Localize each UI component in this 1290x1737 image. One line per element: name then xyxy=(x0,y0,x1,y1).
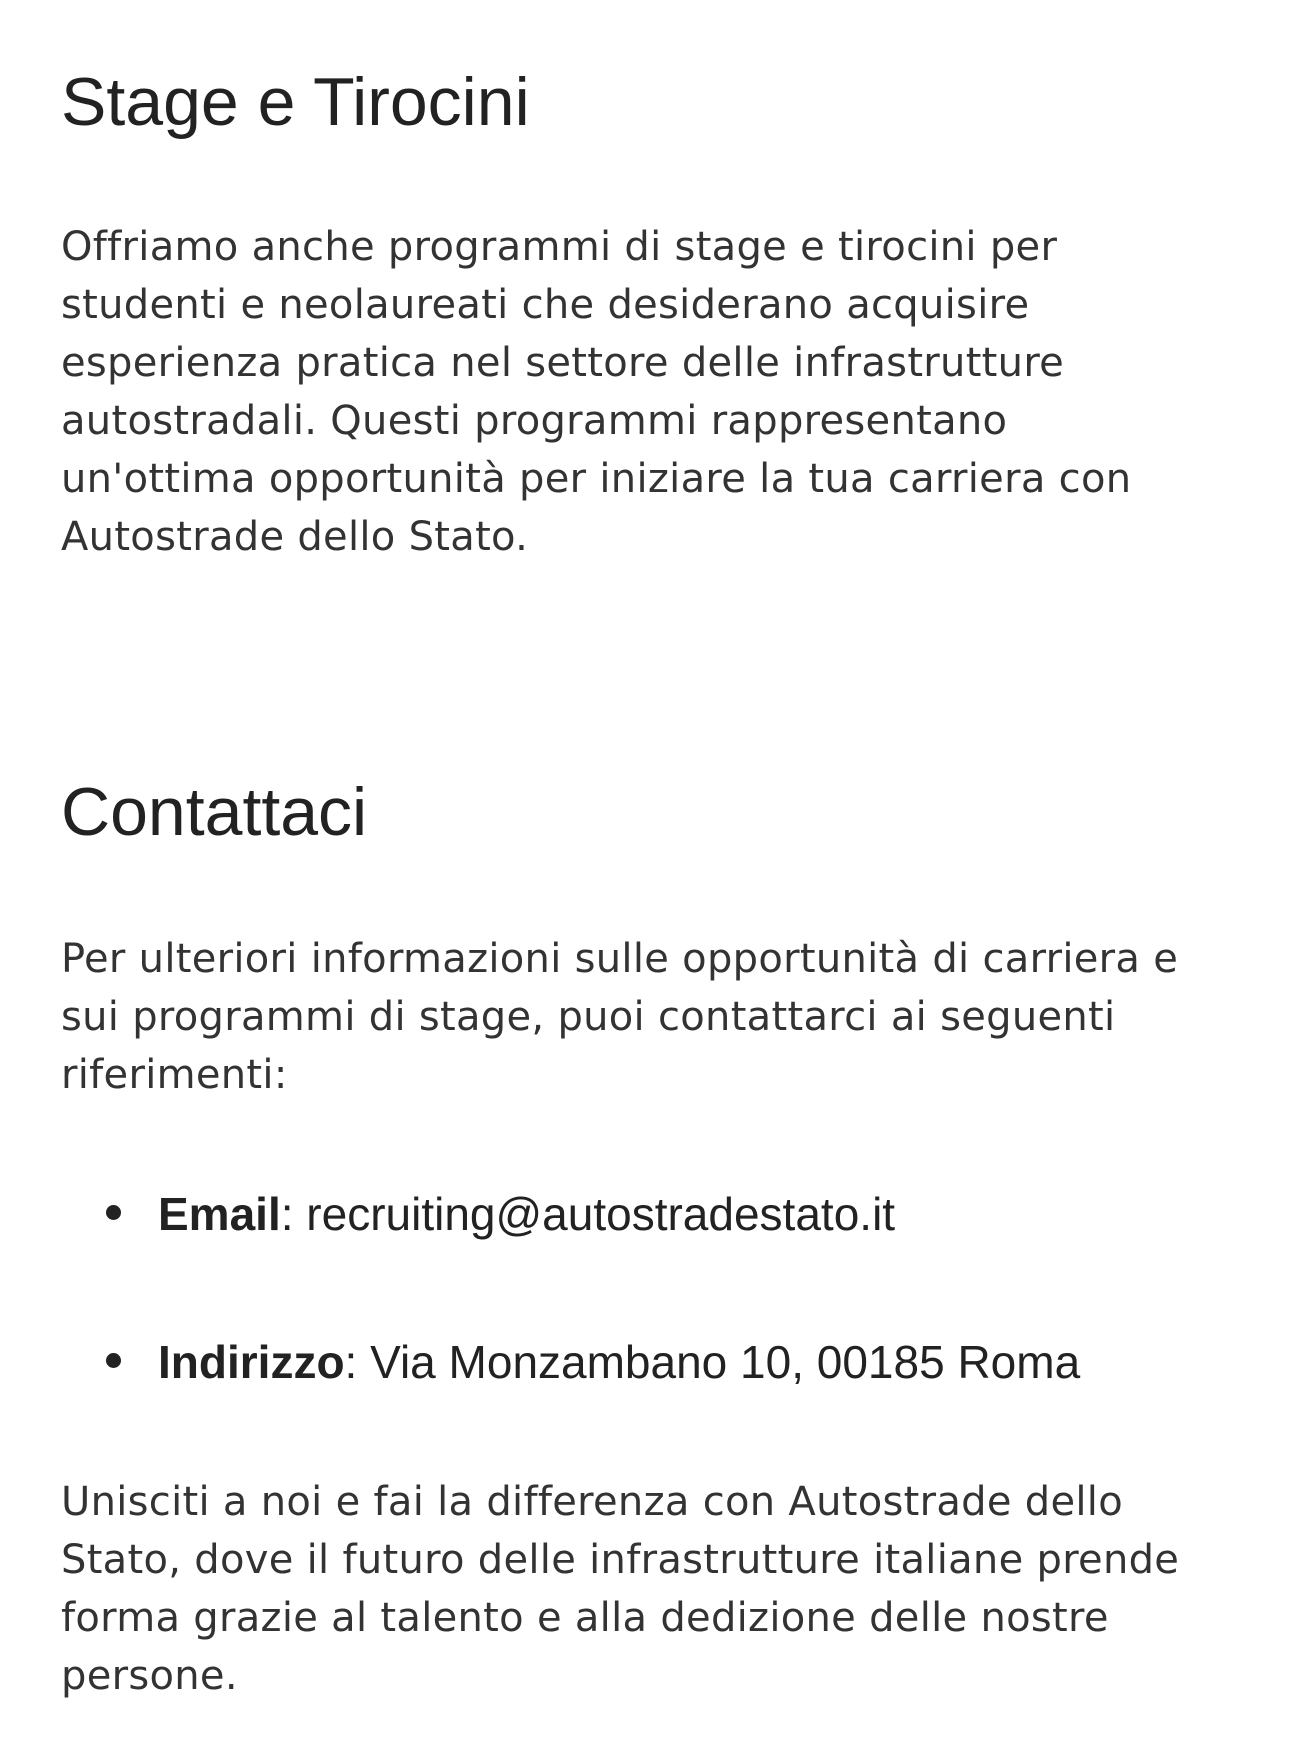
address-value: Via Monzambano 10, 00185 Roma xyxy=(370,1336,1081,1388)
contact-list xyxy=(61,1184,1241,1480)
bullet-icon xyxy=(106,1353,121,1368)
contact-intro-line: riferimenti: xyxy=(61,1052,288,1098)
stage-description xyxy=(61,218,1241,566)
contact-item-email xyxy=(61,1184,1241,1332)
bullet-icon xyxy=(106,1205,121,1220)
email-separator: : xyxy=(280,1188,307,1240)
contact-section-title: Contattaci xyxy=(61,774,368,850)
contact-intro-line: sui programmi di stage, puoi contattarci ai seguenti xyxy=(61,994,1116,1040)
stage-section-title: Stage e Tirocini xyxy=(61,64,530,140)
email-entry xyxy=(158,1184,895,1244)
closing-line: Unisciti a noi e fai la differenza con Autostrade dello xyxy=(61,1479,1123,1525)
email-link[interactable]: recruiting@autostradestato.it xyxy=(306,1188,896,1240)
stage-description-line: esperienza pratica nel settore delle infrastrutture xyxy=(61,340,1065,386)
contact-intro-line: Per ulteriori informazioni sulle opportunità di carriera e xyxy=(61,936,1179,982)
stage-description-line: autostradali. Questi programmi rappresentano xyxy=(61,398,1008,444)
email-label: Email xyxy=(158,1188,281,1240)
stage-description-line: un'ottima opportunità per iniziare la tua carriera con xyxy=(61,456,1132,502)
address-separator: : xyxy=(344,1336,371,1388)
closing-line: Stato, dove il futuro delle infrastrutture italiane prende xyxy=(61,1537,1180,1583)
closing-paragraph xyxy=(61,1473,1241,1705)
closing-line: persone. xyxy=(61,1653,238,1699)
stage-description-line: Offriamo anche programmi di stage e tirocini per xyxy=(61,224,1058,270)
stage-description-line: Autostrade dello Stato. xyxy=(61,514,529,560)
address-label: Indirizzo xyxy=(158,1336,345,1388)
closing-line: forma grazie al talento e alla dedizione delle nostre xyxy=(61,1595,1109,1641)
contact-item-address xyxy=(61,1332,1241,1480)
contact-intro xyxy=(61,930,1241,1104)
stage-description-line: studenti e neolaureati che desiderano acquisire xyxy=(61,282,1030,328)
address-entry xyxy=(158,1332,1080,1392)
